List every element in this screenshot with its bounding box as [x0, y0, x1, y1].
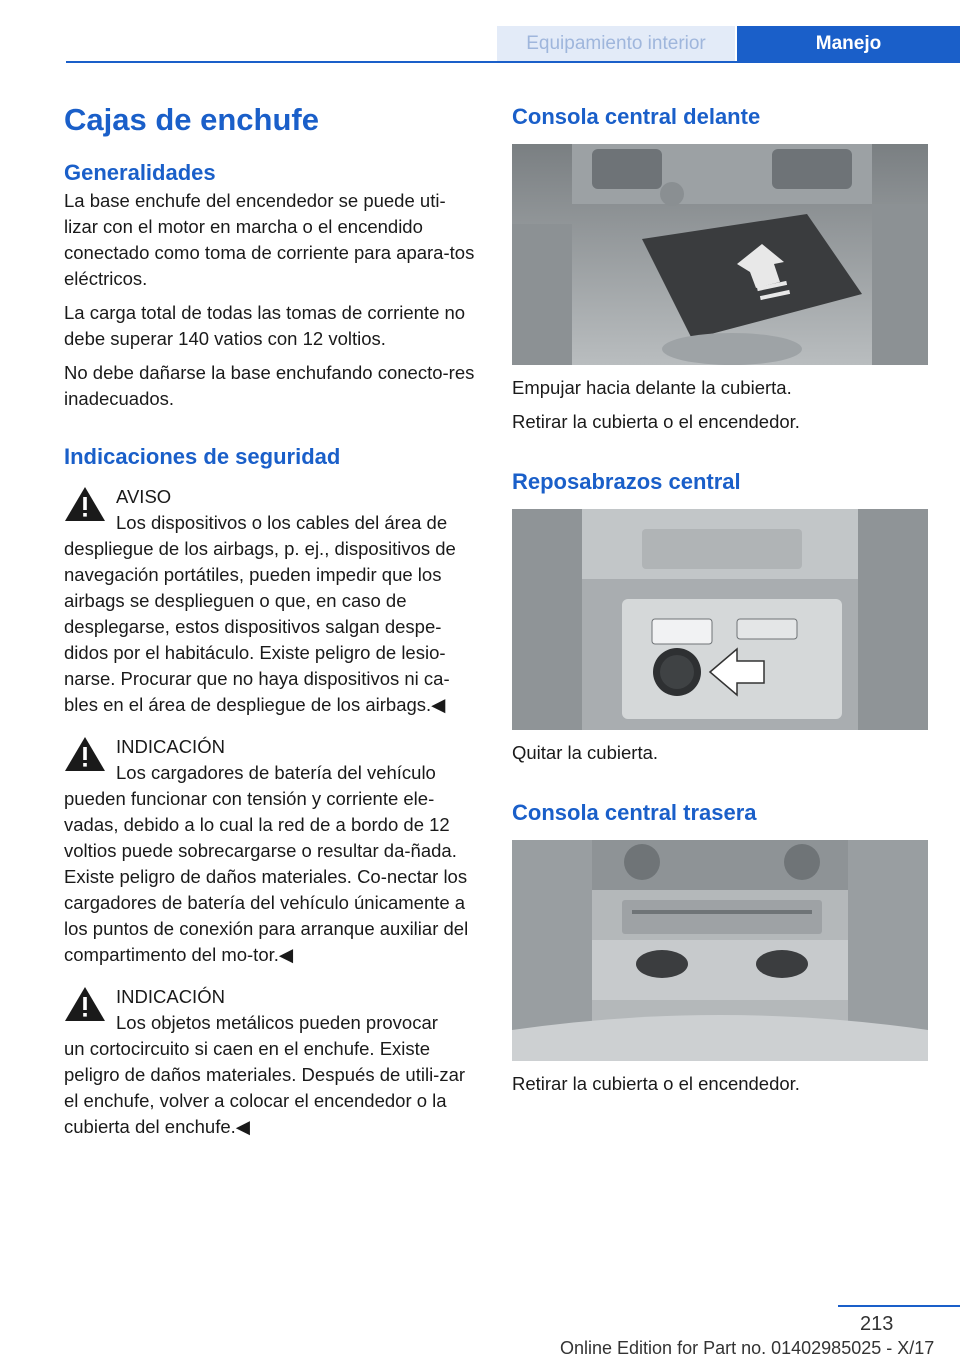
warning-triangle-icon — [64, 736, 106, 772]
armrest-heading: Reposabrazos central — [512, 469, 741, 494]
front-console-photo — [512, 144, 928, 365]
header-section-tab[interactable]: Equipamiento interior — [497, 26, 735, 61]
warning-label: AVISO — [116, 486, 172, 507]
warning-text: despliegue de los airbags, p. ej., dispositivos de navegación portátiles, pueden impedir que los airbags se desplieguen o que, en caso de desplegarse, estos dispositivos salgan despe-didos por el habitáculo. Existe peligro de lesio-narse. Procurar que no haya dispositivos ni ca-bles en el área de despliegue de los airbags.◀ — [64, 538, 456, 715]
page-number: 213 — [860, 1313, 894, 1335]
warning-block-1 — [64, 484, 478, 718]
armrest-photo — [512, 509, 928, 730]
warning-label: INDICACIÓN — [116, 736, 225, 757]
edition-note: Online Edition for Part no. 01402985025 - X/17 — [560, 1338, 935, 1358]
general-paragraph-2: La carga total de todas las tomas de corriente no debe superar 140 vatios con 12 voltios. — [64, 302, 466, 349]
header-chapter-tab[interactable]: Manejo — [737, 26, 960, 61]
warning-label: INDICACIÓN — [116, 986, 225, 1007]
warning-first-line: Los dispositivos o los cables del área de — [116, 512, 448, 533]
warning-first-line: Los objetos metálicos pueden provocar — [116, 1012, 438, 1033]
rear-step-1: Retirar la cubierta o el encendedor. — [512, 1073, 800, 1094]
page-title: Cajas de enchufe — [64, 102, 319, 137]
armrest-step-1: Quitar la cubierta. — [512, 742, 659, 763]
warning-text: un cortocircuito si caen en el enchufe. Existe peligro de daños materiales. Después de utili-zar el enchufe, volver a colocar el encendedor o la cubierta del enchufe.◀ — [64, 1038, 466, 1137]
front-console-heading: Consola central delante — [512, 104, 761, 129]
warning-text: pueden funcionar con tensión y corriente ele-vadas, debido a lo cual la red de a bordo de 12 voltios puede sobrecargarse o resultar da-ñada. Existe peligro de daños materiales. Co-nectar los cargadores de batería del vehículo únicamente a los puntos de conexión para arranque auxiliar del compartimento del mo-tor.◀ — [64, 788, 469, 965]
safety-heading: Indicaciones de seguridad — [64, 444, 341, 469]
warning-first-line: Los cargadores de batería del vehículo — [116, 762, 436, 783]
rear-console-photo — [512, 840, 928, 1061]
warning-block-3 — [64, 984, 478, 1140]
warning-triangle-icon — [64, 986, 106, 1022]
general-paragraph-1: La base enchufe del encendedor se puede uti-lizar con el motor en marcha o el encendido conectado como toma de corriente para apara-tos eléctricos. — [64, 190, 475, 289]
rear-console-heading: Consola central trasera — [512, 800, 757, 825]
general-heading: Generalidades — [64, 160, 216, 185]
warning-block-2 — [64, 734, 478, 968]
header-rule — [66, 61, 960, 63]
warning-triangle-icon — [64, 486, 106, 522]
front-step-1: Empujar hacia delante la cubierta. — [512, 377, 792, 398]
front-step-2: Retirar la cubierta o el encendedor. — [512, 411, 800, 432]
footer-rule — [838, 1305, 960, 1307]
general-paragraph-3: No debe dañarse la base enchufando conecto-res inadecuados. — [64, 362, 475, 409]
right-column — [512, 100, 928, 1097]
left-column — [64, 100, 478, 1140]
